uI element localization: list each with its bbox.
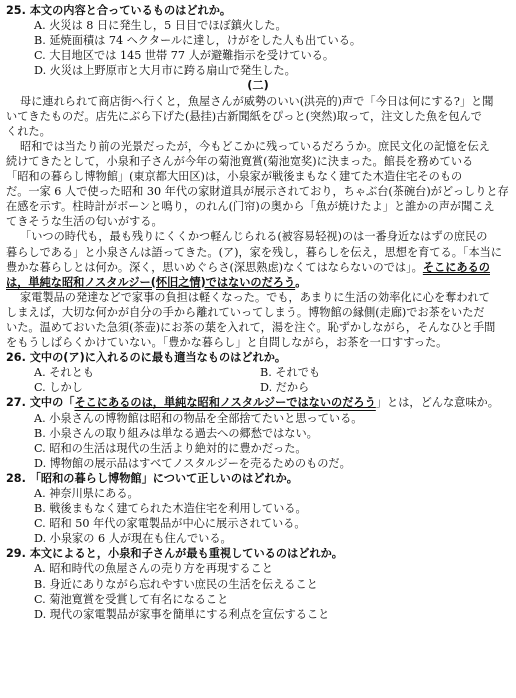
question-29 [6, 546, 510, 621]
emphasized-phrase: そこにあるの [422, 260, 490, 274]
passage-line: てきそうな生活の匂いがする。 [6, 215, 163, 229]
option-b: B. 戦後まもなく建てられた木造住宅を利用している。 [34, 502, 307, 516]
stem-emphasis: そこにあるのは，単純な昭和ノスタルジーではないのだろう [74, 396, 376, 410]
option-c: C. 菊池寛賞を受賞して有名になること [34, 592, 229, 606]
passage-line [6, 275, 510, 290]
option-b: B. それでも [260, 366, 321, 380]
passage-line: いた。温めておいた急須(茶壶)にお茶の葉を入れて，湯を注ぐ。恥ずかしながら，そんなひと手間 [6, 320, 496, 334]
option-c: C. 大目地区では 145 世帯 77 人が避難指示を受けている。 [34, 49, 335, 63]
option-row [6, 365, 510, 380]
option-d: D. だから [260, 381, 310, 395]
passage-text: 豊かな暮らしとは何か。深く，思いめぐらさ(深思熟虑)なくてはならないのでは」。 [6, 260, 423, 274]
section-heading: (二) [247, 79, 269, 93]
option-row [6, 380, 510, 395]
option-b: B. 小泉さんの取り組みは単なる過去への郷愁ではない。 [34, 426, 318, 440]
passage [6, 94, 510, 351]
option-b: B. 身近にありながら忘れやすい庶民の生活を伝えること [34, 577, 318, 591]
passage-line: いてきたものだ。店先にぶら下げた(悬挂)古新聞紙をぴっと(突然)取って，注文した魚を包んで [6, 109, 482, 123]
option-c: C. しかし [34, 381, 83, 395]
passage-line: 母に連れられて商店街へ行くと，魚屋さんが威勢のいい(洪亮的)声で「今日は何にする?」と聞 [20, 94, 494, 108]
option-a: A. 昭和時代の魚屋さんの売り方を再現すること [34, 562, 273, 576]
passage-line [6, 260, 510, 275]
option-b: B. 延焼面積は 74 ヘクタールに達し，けがをした人も出ている。 [34, 34, 362, 48]
passage-line: しまえば，大切な何かが自分の手から離れていってしまう。博物館の縁側(走廊)でお茶をいただ [6, 305, 485, 319]
passage-line: 続けてきたとして，小泉和子さんが今年の菊池寛賞(菊池宽奖)に決まった。館長を務めている [6, 154, 474, 168]
passage-line: 「昭和の暮らし博物館」(東京都大田区)は，小泉家が戦後まもなく建てた木造住宅そのもの [6, 170, 463, 184]
option-c: C. 昭和 50 年代の家電製品が中心に展示されている。 [34, 517, 306, 531]
stem-suffix: 」とは，どんな意味か。 [375, 396, 499, 410]
question-stem: 29. 本文によると，小泉和子さんが最も重視しているのはどれか。 [6, 547, 343, 561]
option-d: D. 小泉家の 6 人が現在も住んでいる。 [34, 532, 232, 546]
question-stem: 26. 文中の(ア)に入れるのに最も適当なものはどれか。 [6, 351, 287, 365]
passage-line: くれた。 [6, 124, 51, 138]
passage-line: 在感を示す。柱時計がボーンと鳴り，のれん(门帘)の奥から「魚が焼けたよ」と誰かの声が聞こえ [6, 200, 495, 214]
option-d: D. 現代の家電製品が家事を簡単にする利点を宣伝すること [34, 607, 330, 621]
passage-line: 「いつの時代も，最も残りにくくかつ軽んじられる(被容易轻视)のは一番身近なはずの庶民の [20, 230, 488, 244]
option-a: A. それとも [34, 366, 94, 380]
option-a: A. 火災は 8 日に発生し，5 日目でほぼ鎮火した。 [34, 19, 287, 33]
question-27 [6, 395, 510, 470]
stem-prefix: 27. 文中の「 [6, 396, 75, 410]
passage-text: 。 [295, 275, 307, 289]
question-25 [6, 3, 510, 78]
passage-line: 家電製品の発達などで家事の負担は軽くなった。でも，あまりに生活の効率化に心を奪われて [20, 290, 490, 304]
question-26 [6, 350, 510, 395]
passage-line: をもうしばらくかけていない。「豊かな暮らし」と自問しながら，お茶を一口すすった。 [6, 336, 448, 350]
question-28 [6, 471, 510, 546]
passage-line: だ。一家 6 人で使った昭和 30 年代の家財道具が展示されており，ちゃぶ台(茶碗台)がどっしりと存 [6, 185, 509, 199]
option-c: C. 昭和の生活は現代の生活より絶対的に豊かだった。 [34, 441, 307, 455]
emphasized-phrase: は，単純な昭和ノスタルジー(怀旧之情)ではないのだろう [6, 275, 296, 289]
option-a: A. 神奈川県にある。 [34, 487, 139, 500]
option-d: D. 火災は上野原市と大月市に跨る扇山で発生した。 [34, 64, 296, 78]
question-stem: 28. 「昭和の暮らし博物館」について正しいのはどれか。 [6, 471, 298, 485]
question-stem: 25. 本文の内容と合っているものはどれか。 [6, 4, 232, 17]
option-a: A. 小泉さんの博物館は昭和の物品を全部捨てたいと思っている。 [34, 411, 363, 425]
passage-line: 暮らしである」と小泉さんは語ってきた。(ア)，家を残し，暮らしを伝え，思想を育てる。「本当に [6, 245, 503, 259]
question-stem [6, 395, 510, 410]
passage-line: 昭和では当たり前の光景だったが，今もどこかに残っているだろうか。庶民文化の記憶を伝え [20, 139, 490, 153]
option-d: D. 博物館の展示品はすべてノスタルジーを売るためのものだ。 [34, 456, 351, 470]
